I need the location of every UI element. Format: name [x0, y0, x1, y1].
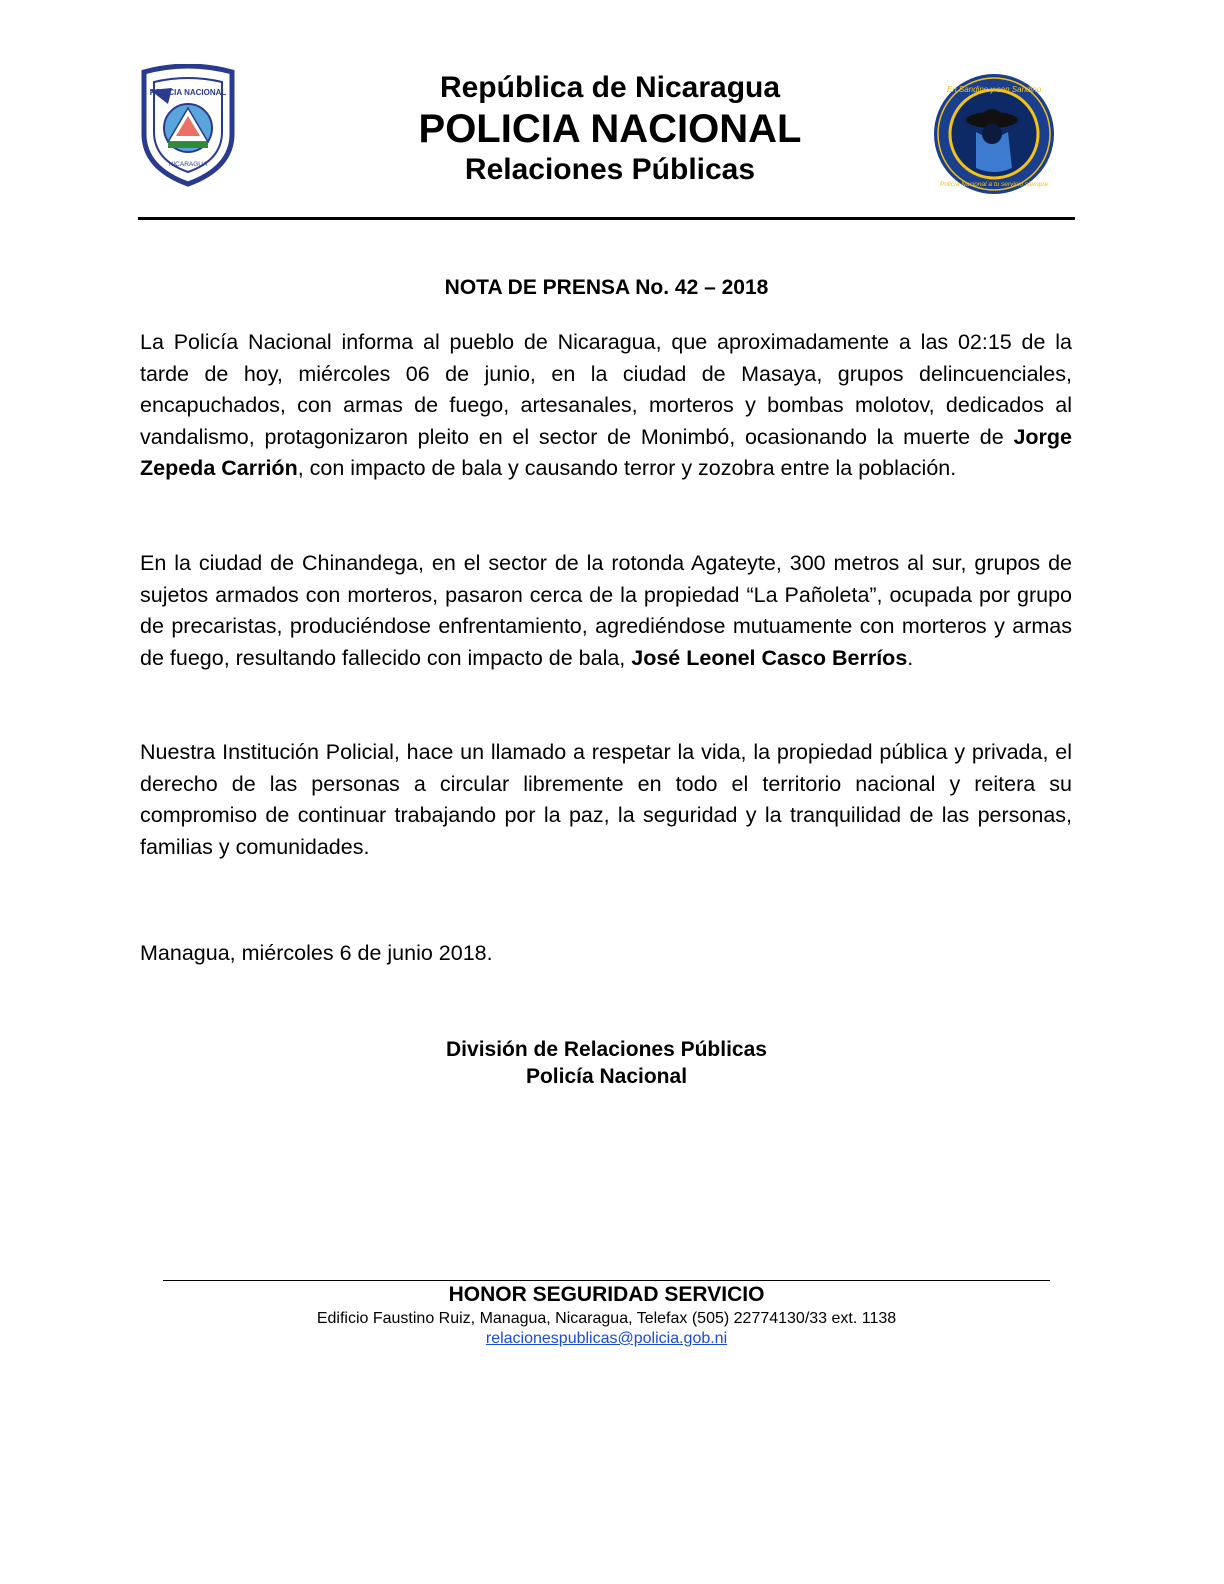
svg-text:Policía Nacional a tu servicio: Policía Nacional a tu servicio siempre [939, 181, 1049, 188]
sandino-seal-icon [932, 72, 1056, 196]
victim-name-2: José Leonel Casco Berríos [631, 645, 908, 670]
paragraph-2-text-b: . [907, 645, 914, 670]
footer-address: Edificio Faustino Ruiz, Managua, Nicaragua, Telefax (505) 22774130/33 ext. 1138 [316, 1310, 897, 1327]
signature-institution: Policía Nacional [525, 1065, 688, 1088]
paragraph-1 [140, 327, 1072, 485]
svg-text:POLICIA NACIONAL: POLICIA NACIONAL [149, 88, 227, 97]
header-country: República de Nicaragua [439, 71, 781, 104]
header-department: Relaciones Públicas [464, 153, 756, 186]
paragraph-1-text-a: La Policía Nacional informa al pueblo de Nicaragua, que aproximadamente a las 02:15 de la tarde de hoy, miércoles 06 de junio, en la ciudad de Masaya, grupos delincuenciales, encapuchados, con armas de fuego, artesanales, morteros y bombas molotov, dedicados al vandalismo, protagonizaron pleito en el sector de Monimbó, ocasionando la muerte de [140, 330, 1072, 449]
press-note-title: NOTA DE PRENSA No. 42 – 2018 [444, 276, 769, 299]
signature-division: División de Relaciones Públicas [446, 1038, 767, 1061]
signature-block [138, 1036, 1075, 1090]
letterhead [330, 70, 890, 188]
header-institution: POLICIA NACIONAL [418, 107, 802, 151]
paragraph-1-text-b: , con impacto de bala y causando terror y zozobra entre la población. [297, 456, 957, 481]
paragraph-2 [140, 548, 1072, 674]
footer-motto: HONOR SEGURIDAD SERVICIO [448, 1283, 765, 1306]
header-divider [138, 217, 1075, 220]
paragraph-2-text-a: En la ciudad de Chinandega, en el sector de la rotonda Agateyte, 300 metros al sur, grupos de sujetos armados con morteros, pasaron cerca de la propiedad “La Pañoleta”, ocupada por grupo de precaristas, produciéndose enfrentamiento, agrediéndose mutuamente con morteros y armas de fuego, resultando fallecido con impacto de bala, [140, 551, 1072, 670]
svg-text:En Sandino y con Sandino: En Sandino y con Sandino [946, 85, 1042, 94]
victim-name-1: Jorge Zepeda Carrión [140, 424, 1072, 481]
footer [138, 1281, 1075, 1349]
footer-email-link[interactable]: relacionespublicas@policia.gob.ni [485, 1330, 728, 1347]
svg-text:NICARAGUA: NICARAGUA [168, 161, 208, 168]
paragraph-3: Nuestra Institución Policial, hace un llamado a respetar la vida, la propiedad pública y privada, el derecho de las personas a circular libremente en todo el territorio nacional y reitera su compromiso de continuar trabajando por la paz, la seguridad y la tranquilidad de las personas, familias y comunidades. [140, 740, 1072, 859]
dateline: Managua, miércoles 6 de junio 2018. [140, 941, 493, 965]
policia-nacional-shield-icon [138, 64, 238, 188]
